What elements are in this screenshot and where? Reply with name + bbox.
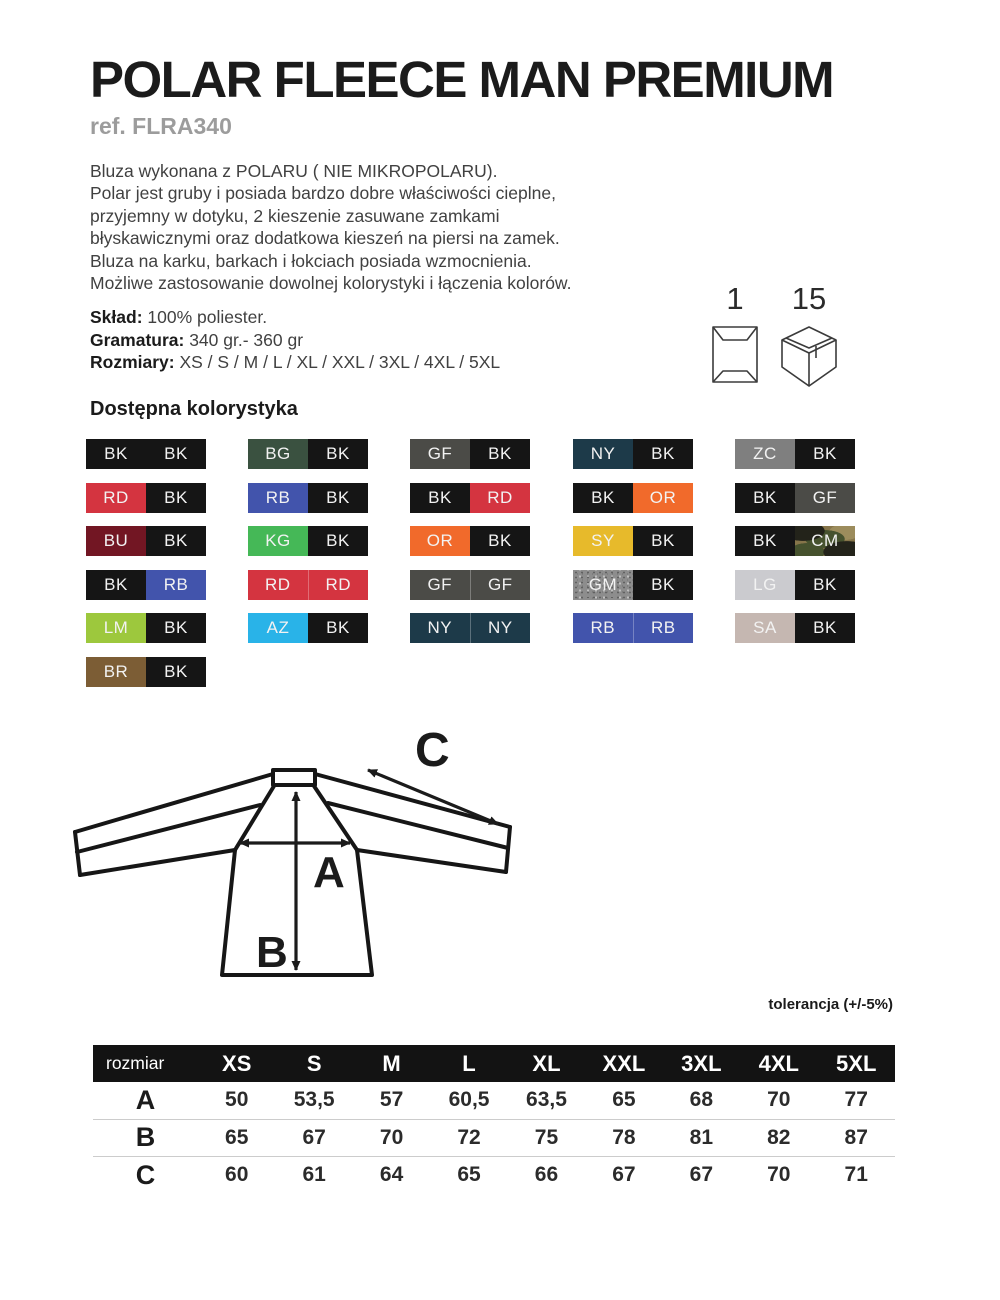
colors-heading: Dostępna kolorystyka [90,398,298,420]
spec-value: 340 gr.- 360 gr [189,329,304,350]
color-swatch-zc-bk [735,439,855,469]
product-specs [90,306,500,374]
size-table [93,1045,895,1194]
description-line: przyjemny w dotyku, 2 kieszenie zasuwane zamkami [90,205,500,226]
swatch-half: BK [573,483,633,513]
packaging-info [712,281,838,388]
product-ref: ref. FLRA340 [90,113,232,139]
swatch-half: NY [573,439,633,469]
size-value-cell: 65 [457,1163,481,1187]
swatch-half: GF [795,483,855,513]
color-swatch-bg-bk [248,439,368,469]
spec-value: 100% poliester. [147,307,268,327]
garment-measurement-diagram [60,720,525,998]
swatch-half: SY [573,526,633,556]
polybag-packaging [712,281,758,383]
size-value-cell: 67 [612,1163,636,1187]
size-table-header [93,1045,895,1082]
size-value-cell: 67 [689,1163,714,1187]
size-value-cell: 78 [612,1125,636,1149]
swatch-half: BK [146,657,206,687]
size-table-row [93,1082,895,1119]
size-value-cell: 53,5 [293,1088,335,1112]
size-value-cell: 70 [379,1125,404,1149]
size-table-corner-label: rozmiar [106,1053,165,1073]
measurement-row-label: C [135,1159,156,1190]
color-swatch-rb-bk [248,483,368,513]
product-description [90,160,571,294]
swatch-half: GF [410,570,470,600]
color-swatch-ny-ny [410,613,530,643]
swatch-column [248,439,368,643]
size-column-header: 5XL [836,1050,877,1076]
swatch-half: BK [470,439,530,469]
swatch-half: RD [470,483,530,513]
size-column-header: 3XL [681,1050,722,1076]
measurement-row-label: A [135,1084,156,1115]
color-swatch-gf-bk [410,439,530,469]
swatch-half: BK [308,613,368,643]
size-column-header: XS [222,1050,252,1076]
swatch-half: BK [795,570,855,600]
swatch-half: RB [248,483,308,513]
color-swatch-bk-bk [86,439,206,469]
size-value-cell: 60,5 [448,1088,490,1112]
swatch-half: BK [470,526,530,556]
swatch-half: BG [248,439,308,469]
color-swatch-bk-gf [735,483,855,513]
size-value-cell: 65 [225,1125,249,1149]
size-value-cell: 65 [612,1088,636,1112]
size-value-cell: 70 [767,1163,791,1187]
color-swatch-sy-bk [573,526,693,556]
color-swatch-rd-rd [248,570,368,600]
swatch-half: BK [410,483,470,513]
size-value-cell: 77 [844,1088,868,1112]
tolerance-note: tolerancja (+/-5%) [768,996,893,1013]
polybag-count: 1 [726,281,744,316]
measurement-row-label: B [135,1122,156,1153]
size-value-cell: 68 [689,1088,714,1112]
swatch-half: BK [633,439,693,469]
swatch-half: OR [633,483,693,513]
color-swatch-bk-cm [735,526,855,556]
swatch-half: AZ [248,613,308,643]
swatch-half: OR [410,526,470,556]
swatch-half: RD [248,570,308,600]
swatch-half: RB [146,570,206,600]
size-value-cell: 70 [767,1088,791,1112]
size-value-cell: 60 [225,1163,249,1187]
color-swatch-gf-gf [410,570,530,600]
color-swatch-kg-bk [248,526,368,556]
color-swatch-gm-bk [573,570,693,600]
swatch-half: BK [86,439,146,469]
color-swatch-br-bk [86,657,206,687]
description-line: błyskawicznymi oraz dodatkowa kieszeń na piersi na zamek. [90,228,560,249]
swatch-half: BK [146,483,206,513]
spec-line [90,329,500,352]
swatch-half: LM [86,613,146,643]
color-swatch-rb-rb [573,613,693,643]
swatch-half: SA [735,613,795,643]
size-value-cell: 72 [457,1125,481,1149]
swatch-half: GM [573,570,633,600]
swatch-half: RB [633,613,694,643]
color-swatch-lg-bk [735,570,855,600]
color-swatch-sa-bk [735,613,855,643]
swatch-half: GF [410,439,470,469]
color-swatch-grid [86,439,876,694]
polybag-icon [712,326,758,383]
swatch-half: BR [86,657,146,687]
swatch-half: BK [86,570,146,600]
size-value-cell: 75 [534,1125,559,1149]
swatch-column [735,439,855,643]
swatch-half: BK [633,570,693,600]
description-line: Możliwe zastosowanie dowolnej kolorystyki i łączenia kolorów. [90,273,572,294]
color-swatch-ny-bk [573,439,693,469]
spec-label: Skład: [90,307,148,327]
color-swatch-az-bk [248,613,368,643]
swatch-half: BK [308,483,368,513]
swatch-half: ZC [735,439,795,469]
swatch-half: GF [470,570,531,600]
size-value-cell: 57 [379,1088,404,1112]
color-swatch-bk-rd [410,483,530,513]
spec-value: XS / S / M / L / XL / XXL / 3XL / 4XL / 5XL [179,352,501,373]
swatch-half: LG [735,570,795,600]
size-value-cell: 82 [767,1125,791,1149]
size-table-row [93,1119,895,1157]
color-swatch-or-bk [410,526,530,556]
color-swatch-rd-bk [86,483,206,513]
measurement-label-c: C [415,724,450,777]
size-value-cell: 50 [225,1088,249,1112]
swatch-half: BK [633,526,693,556]
description-line: Polar jest gruby i posiada bardzo dobre właściwości cieplne, [90,183,556,204]
spec-label: Rozmiary: [90,352,180,373]
swatch-half: NY [470,613,531,643]
size-value-cell: 64 [379,1163,404,1187]
description-line: Bluza na karku, barkach i łokciach posiada wzmocnienia. [90,250,532,271]
swatch-half: BK [795,613,855,643]
size-column-header: L [462,1050,476,1076]
description-line: Bluza wykonana z POLARU ( NIE MIKROPOLARU). [90,161,498,181]
size-value-cell: 87 [844,1125,868,1149]
color-swatch-bu-bk [86,526,206,556]
size-column-header: XXL [602,1050,646,1076]
swatch-half: RD [308,570,369,600]
swatch-half: BU [86,526,146,556]
spec-line [90,351,500,374]
swatch-half: BK [146,613,206,643]
carton-count: 15 [791,281,827,316]
size-column-header: 4XL [758,1050,799,1076]
swatch-half: RD [86,483,146,513]
page-title: POLAR FLEECE MAN PREMIUM [90,51,834,108]
color-swatch-lm-bk [86,613,206,643]
size-value-cell: 67 [302,1125,326,1149]
size-value-cell: 66 [534,1163,559,1187]
size-value-cell: 63,5 [526,1088,567,1112]
swatch-half: CM [795,526,855,556]
size-table-row [93,1156,895,1194]
swatch-column [410,439,530,643]
size-value-cell: 71 [844,1163,868,1187]
swatch-half: BK [308,526,368,556]
spec-line [90,306,500,329]
size-value-cell: 61 [302,1163,326,1187]
color-swatch-bk-or [573,483,693,513]
swatch-half: RB [573,613,633,643]
swatch-half: KG [248,526,308,556]
size-column-header: S [306,1050,322,1076]
size-value-cell: 81 [689,1125,714,1149]
swatch-column [573,439,693,643]
swatch-half: BK [146,439,206,469]
swatch-half: BK [308,439,368,469]
swatch-half: BK [795,439,855,469]
measurement-label-a: A [313,848,345,897]
carton-box-icon [780,326,838,388]
swatch-half: BK [735,526,795,556]
swatch-half: BK [735,483,795,513]
spec-label: Gramatura: [90,329,190,350]
swatch-half: BK [146,526,206,556]
carton-packaging [780,281,838,388]
swatch-column [86,439,206,687]
size-column-header: M [382,1050,401,1076]
measurement-label-b: B [256,928,288,977]
color-swatch-bk-rb [86,570,206,600]
size-column-header: XL [532,1050,561,1076]
swatch-half: NY [410,613,470,643]
